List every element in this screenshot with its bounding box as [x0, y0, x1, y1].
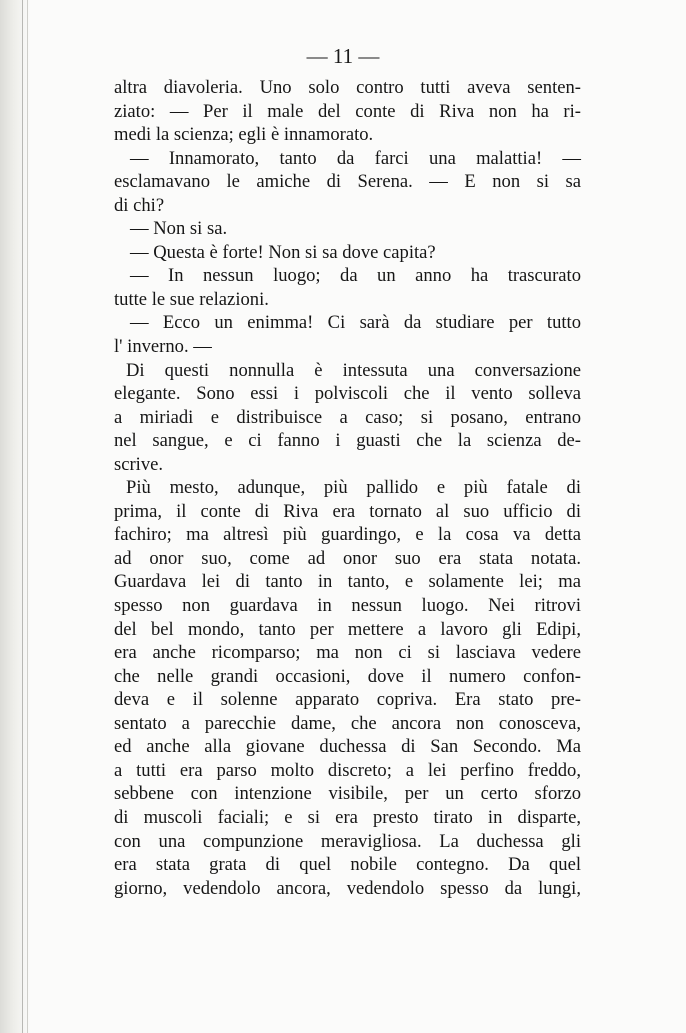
page-body-text	[114, 76, 581, 900]
text-line: — Ecco un enimma! Ci sarà da studiare per tutto	[130, 312, 581, 334]
page-number: — 11 —	[306, 44, 380, 68]
text-line: prima, il conte di Riva era tornato al suo ufficio di	[114, 500, 581, 522]
text-line: a miriadi e distribuisce a caso; si posano, entrano	[114, 406, 581, 428]
text-line: — Non si sa.	[130, 218, 228, 240]
text-line: nel sangue, e ci fanno i guasti che la scienza de-	[114, 430, 581, 452]
text-line: altra diavoleria. Uno solo contro tutti aveva senten-	[114, 77, 581, 98]
text-line: con una compunzione meravigliosa. La duchessa gli	[114, 830, 581, 852]
text-line: sebbene con intenzione visibile, per un certo sforzo	[114, 783, 581, 805]
text-line: l' inverno. —	[114, 336, 212, 358]
text-line: giorno, vedendolo ancora, vedendolo spesso da lungi,	[114, 877, 581, 899]
text-line: di muscoli faciali; e si era presto tirato in disparte,	[114, 806, 581, 828]
page-binding-edge	[0, 0, 30, 1033]
text-line: medi la scienza; egli è innamorato.	[114, 124, 374, 146]
text-line: ziato: — Per il male del conte di Riva non ha ri-	[114, 100, 581, 122]
text-line: — Questa è forte! Non si sa dove capita?	[130, 241, 436, 263]
text-line: spesso non guardava in nessun luogo. Nei ritrovi	[114, 595, 581, 617]
text-line: esclamavano le amiche di Serena. — E non si sa	[114, 171, 581, 193]
text-line: tutte le sue relazioni.	[114, 288, 269, 310]
text-line: a tutti era parso molto discreto; a lei perfino freddo,	[114, 759, 581, 781]
text-line: di chi?	[114, 194, 165, 216]
text-line: era anche ricomparso; ma non ci si lasciava vedere	[114, 642, 581, 664]
text-line: — Innamorato, tanto da farci una malattia! —	[130, 147, 581, 169]
text-line: elegante. Sono essi i polviscoli che il vento solleva	[114, 383, 581, 405]
binding-edge-line	[27, 0, 28, 1033]
text-line: che nelle grandi occasioni, dove il numero confon-	[114, 665, 581, 687]
text-line: ad onor suo, come ad onor suo era stata notata.	[114, 547, 581, 569]
text-line: del bel mondo, tanto per mettere a lavoro gli Edipi,	[114, 618, 581, 640]
text-line: Guardava lei di tanto in tanto, e solamente lei; ma	[114, 571, 581, 593]
text-line: fachiro; ma altresì più guardingo, e la cosa va detta	[114, 524, 581, 546]
binding-edge-line	[22, 0, 23, 1033]
text-line: — In nessun luogo; da un anno ha trascurato	[130, 265, 581, 287]
text-line: Di questi nonnulla è intessuta una conversazione	[126, 359, 581, 381]
text-line: Più mesto, adunque, più pallido e più fatale di	[126, 477, 581, 499]
text-line: scrive.	[114, 453, 164, 475]
text-line: deva e il solenne apparato copriva. Era stato pre-	[114, 689, 581, 711]
text-line: ed anche alla giovane duchessa di San Secondo. Ma	[114, 736, 581, 758]
text-line: sentato a parecchie dame, che ancora non conosceva,	[114, 712, 581, 734]
text-line: era stata grata di quel nobile contegno. Da quel	[114, 854, 581, 876]
